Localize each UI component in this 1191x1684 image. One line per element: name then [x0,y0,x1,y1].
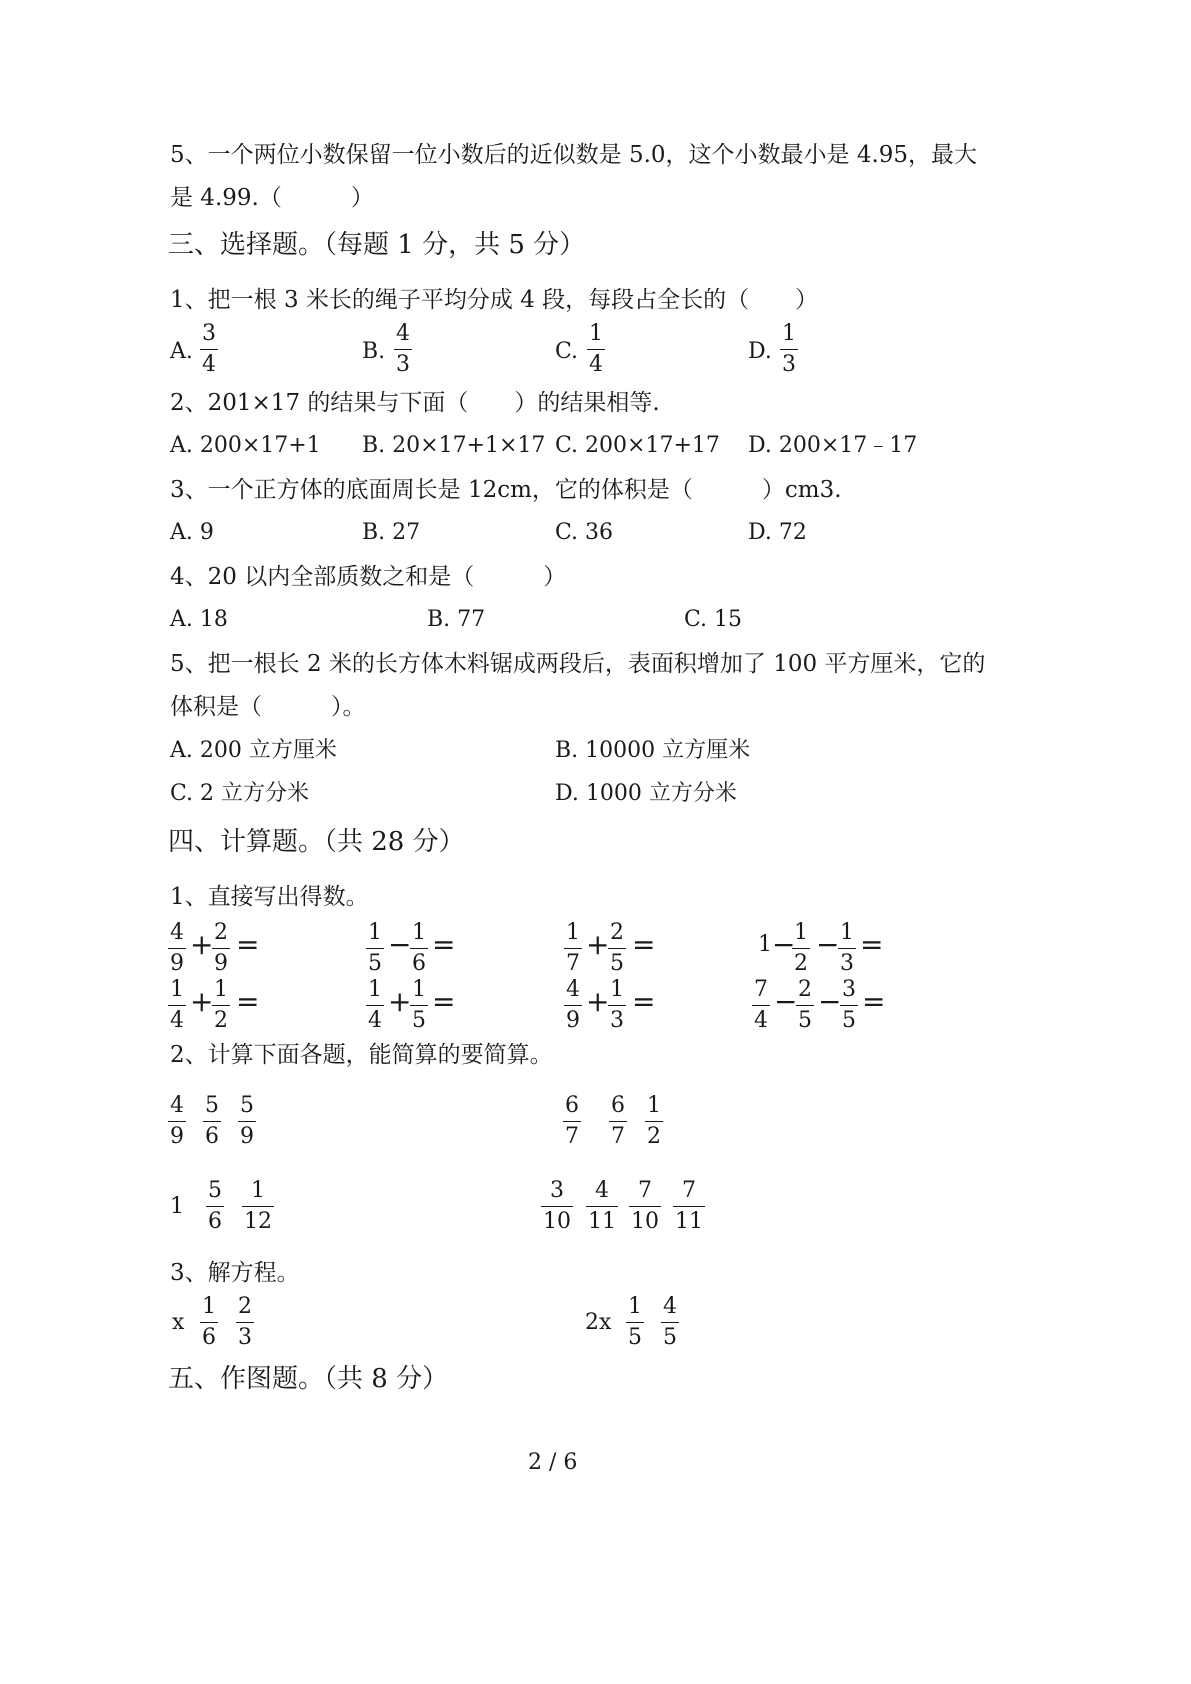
fraction-bar [366,948,384,949]
fraction-bar [168,1005,186,1006]
s3-q1-option-a-fraction [200,321,218,378]
numerator: 4 [396,321,410,346]
denominator: 9 [170,951,184,976]
fraction-bar [238,1121,256,1122]
fraction-bar [212,948,230,949]
s3-q2-option-a: A. 200×17+1 [170,433,321,458]
fraction-bar [796,1005,814,1006]
fraction [366,977,384,1034]
fraction [608,920,626,977]
numerator: 2 [610,920,624,945]
fraction [410,977,428,1034]
minus-sign: − [816,928,840,961]
numerator: 1 [840,920,854,945]
fraction-bar [206,1206,224,1207]
tf-q5-line1: 5、一个两位小数保留一位小数后的近似数是 5.0，这个小数最小是 4.95，最大 [170,142,978,168]
fraction-bar [563,1121,581,1122]
fraction-bar [366,1005,384,1006]
numerator: 5 [208,1178,222,1203]
s3-q5-option-a: A. 200 立方厘米 [170,738,337,763]
fraction-bar [394,349,412,350]
denominator: 9 [240,1124,254,1149]
denominator: 10 [543,1209,571,1234]
denominator: 6 [208,1209,222,1234]
fraction-bar [838,948,856,949]
fraction-bar [626,1322,644,1323]
denominator: 6 [202,1325,216,1350]
fraction-bar [792,948,810,949]
s3-q3-option-d: D. 72 [748,520,807,545]
fraction [608,977,626,1034]
fraction [609,1093,627,1150]
minus-sign: − [388,928,412,961]
fraction [645,1093,663,1150]
numerator: 1 [251,1178,265,1203]
equals-sign: = [432,928,456,961]
fraction [661,1294,679,1351]
s3-q1-stem: 1、把一根 3 米长的绳子平均分成 4 段，每段占全长的（ ） [170,287,819,313]
denominator: 5 [628,1325,642,1350]
page-number: 2 / 6 [528,1450,578,1475]
s3-q4-option-b: B. 77 [427,607,486,632]
section-4-heading: 四、计算题。（共 28 分） [168,827,465,857]
fraction [838,920,856,977]
fraction-bar [168,1121,186,1122]
fraction [200,1294,218,1351]
numerator: 1 [202,1294,216,1319]
fraction-bar [752,1005,770,1006]
equals-sign: = [632,985,656,1018]
numerator: 1 [368,920,382,945]
fraction-bar [629,1206,661,1207]
fraction-bar [564,1005,582,1006]
denominator: 4 [754,1008,768,1033]
numerator: 1 [368,977,382,1002]
s3-q2-option-b: B. 20×17+1×17 [362,433,546,458]
s3-q4-option-a: A. 18 [170,607,228,632]
fraction [626,1294,644,1351]
numerator: 1 [412,977,426,1002]
integer-one: 1 [170,1194,184,1219]
denominator: 2 [647,1124,661,1149]
s3-q1-option-b-fraction [394,321,412,378]
fraction-bar [564,948,582,949]
plus-sign: + [388,985,412,1018]
numerator: 4 [663,1294,677,1319]
numerator: 1 [794,920,808,945]
plus-sign: + [586,928,610,961]
denominator: 6 [412,951,426,976]
fraction [586,1178,618,1235]
numerator: 3 [202,321,216,346]
denominator: 9 [170,1124,184,1149]
fraction [541,1178,573,1235]
denominator: 3 [396,352,410,377]
section-5-heading: 五、作图题。（共 8 分） [168,1364,449,1394]
fraction-bar [661,1322,679,1323]
fraction [563,1093,581,1150]
fraction [410,920,428,977]
numerator: 7 [682,1178,696,1203]
numerator: 1 [214,977,228,1002]
s3-q1-option-d-fraction [780,321,798,378]
s3-q5-stem-line2: 体积是（ ）。 [170,694,366,720]
numerator: 2 [214,920,228,945]
denominator: 5 [368,951,382,976]
fraction [673,1178,705,1235]
fraction-bar [587,349,605,350]
s4-q2-stem: 2、计算下面各题，能简算的要简算。 [170,1042,553,1068]
tf-q5-line2: 是 4.99.（ ） [170,185,374,211]
s4-q3-stem: 3、解方程。 [170,1260,300,1286]
s3-q1-option-c-label: C. [555,339,579,364]
denominator: 9 [566,1008,580,1033]
numerator: 4 [170,1093,184,1118]
fraction-bar [236,1322,254,1323]
s4-q1-stem: 1、直接写出得数。 [170,884,369,910]
denominator: 5 [412,1008,426,1033]
fraction [629,1178,661,1235]
numerator: 6 [611,1093,625,1118]
fraction-bar [840,1005,858,1006]
s3-q2-stem: 2、201×17 的结果与下面（ ）的结果相等. [170,390,660,416]
fraction-bar [200,349,218,350]
denominator: 4 [170,1008,184,1033]
numerator: 1 [782,321,796,346]
s3-q5-option-c: C. 2 立方分米 [170,781,310,806]
minus-sign: − [774,985,798,1018]
numerator: 6 [565,1093,579,1118]
numerator: 2 [798,977,812,1002]
variable-x: x [172,1310,185,1335]
denominator: 6 [205,1124,219,1149]
fraction-bar [410,1005,428,1006]
denominator: 5 [842,1008,856,1033]
denominator: 7 [566,951,580,976]
s3-q3-option-c: C. 36 [555,520,614,545]
s3-q5-option-b: B. 10000 立方厘米 [555,738,751,763]
fraction-bar [203,1121,221,1122]
s3-q3-option-b: B. 27 [362,520,421,545]
denominator: 5 [610,951,624,976]
fraction-bar [609,1121,627,1122]
fraction-bar [168,948,186,949]
fraction-bar [645,1121,663,1122]
plus-sign: + [190,928,214,961]
equals-sign: = [432,985,456,1018]
fraction [168,920,186,977]
fraction-bar [200,1322,218,1323]
fraction [212,977,230,1034]
equals-sign: = [862,985,886,1018]
fraction [796,977,814,1034]
variable-2x: 2x [585,1310,612,1335]
numerator: 1 [566,920,580,945]
numerator: 5 [205,1093,219,1118]
fraction-bar [780,349,798,350]
plus-sign: + [190,985,214,1018]
fraction [840,977,858,1034]
fraction [236,1294,254,1351]
fraction [168,1093,186,1150]
fraction-bar [541,1206,573,1207]
denominator: 11 [675,1209,703,1234]
integer-one: 1 [758,932,772,957]
s3-q5-stem-line1: 5、把一根长 2 米的长方体木料锯成两段后，表面积增加了 100 平方厘米，它的 [170,651,986,677]
numerator: 5 [240,1093,254,1118]
numerator: 4 [566,977,580,1002]
denominator: 7 [565,1124,579,1149]
s3-q1-option-d-label: D. [748,339,772,364]
denominator: 4 [589,352,603,377]
numerator: 4 [170,920,184,945]
section-3-heading: 三、选择题。（每题 1 分，共 5 分） [168,230,586,260]
equals-sign: = [236,985,260,1018]
denominator: 11 [588,1209,616,1234]
fraction-bar [410,948,428,949]
minus-sign: − [772,928,796,961]
fraction [203,1093,221,1150]
s3-q4-stem: 4、20 以内全部质数之和是（ ） [170,564,567,590]
numerator: 2 [238,1294,252,1319]
denominator: 7 [611,1124,625,1149]
denominator: 2 [794,951,808,976]
numerator: 7 [754,977,768,1002]
fraction-bar [212,1005,230,1006]
s3-q1-option-a-label: A. [170,339,193,364]
numerator: 1 [170,977,184,1002]
numerator: 1 [628,1294,642,1319]
denominator: 5 [798,1008,812,1033]
denominator: 4 [202,352,216,377]
numerator: 1 [647,1093,661,1118]
s3-q3-stem: 3、一个正方体的底面周长是 12cm，它的体积是（ ）cm3. [170,477,842,503]
fraction [238,1093,256,1150]
fraction-bar [608,948,626,949]
s3-q1-option-b-label: B. [362,339,386,364]
fraction-bar [608,1005,626,1006]
s3-q2-option-d: D. 200×17﹣17 [748,433,918,458]
fraction-bar [242,1206,274,1207]
numerator: 1 [412,920,426,945]
denominator: 5 [663,1325,677,1350]
s3-q3-option-a: A. 9 [170,520,214,545]
fraction [168,977,186,1034]
equals-sign: = [860,928,884,961]
fraction [792,920,810,977]
denominator: 3 [610,1008,624,1033]
denominator: 3 [840,951,854,976]
fraction [564,920,582,977]
fraction [206,1178,224,1235]
numerator: 1 [589,321,603,346]
fraction [212,920,230,977]
denominator: 3 [238,1325,252,1350]
equals-sign: = [632,928,656,961]
s3-q1-option-c-fraction [587,321,605,378]
fraction-bar [673,1206,705,1207]
equals-sign: = [236,928,260,961]
numerator: 7 [638,1178,652,1203]
denominator: 12 [244,1209,272,1234]
minus-sign: − [818,985,842,1018]
numerator: 1 [610,977,624,1002]
fraction [366,920,384,977]
fraction [242,1178,274,1235]
denominator: 9 [214,951,228,976]
denominator: 3 [782,352,796,377]
s3-q4-option-c: C. 15 [684,607,743,632]
fraction-bar [586,1206,618,1207]
denominator: 2 [214,1008,228,1033]
numerator: 3 [550,1178,564,1203]
fraction [564,977,582,1034]
numerator: 4 [595,1178,609,1203]
fraction [752,977,770,1034]
plus-sign: + [586,985,610,1018]
s3-q2-option-c: C. 200×17+17 [555,433,720,458]
numerator: 3 [842,977,856,1002]
denominator: 10 [631,1209,659,1234]
denominator: 4 [368,1008,382,1033]
s3-q5-option-d: D. 1000 立方分米 [555,781,737,806]
